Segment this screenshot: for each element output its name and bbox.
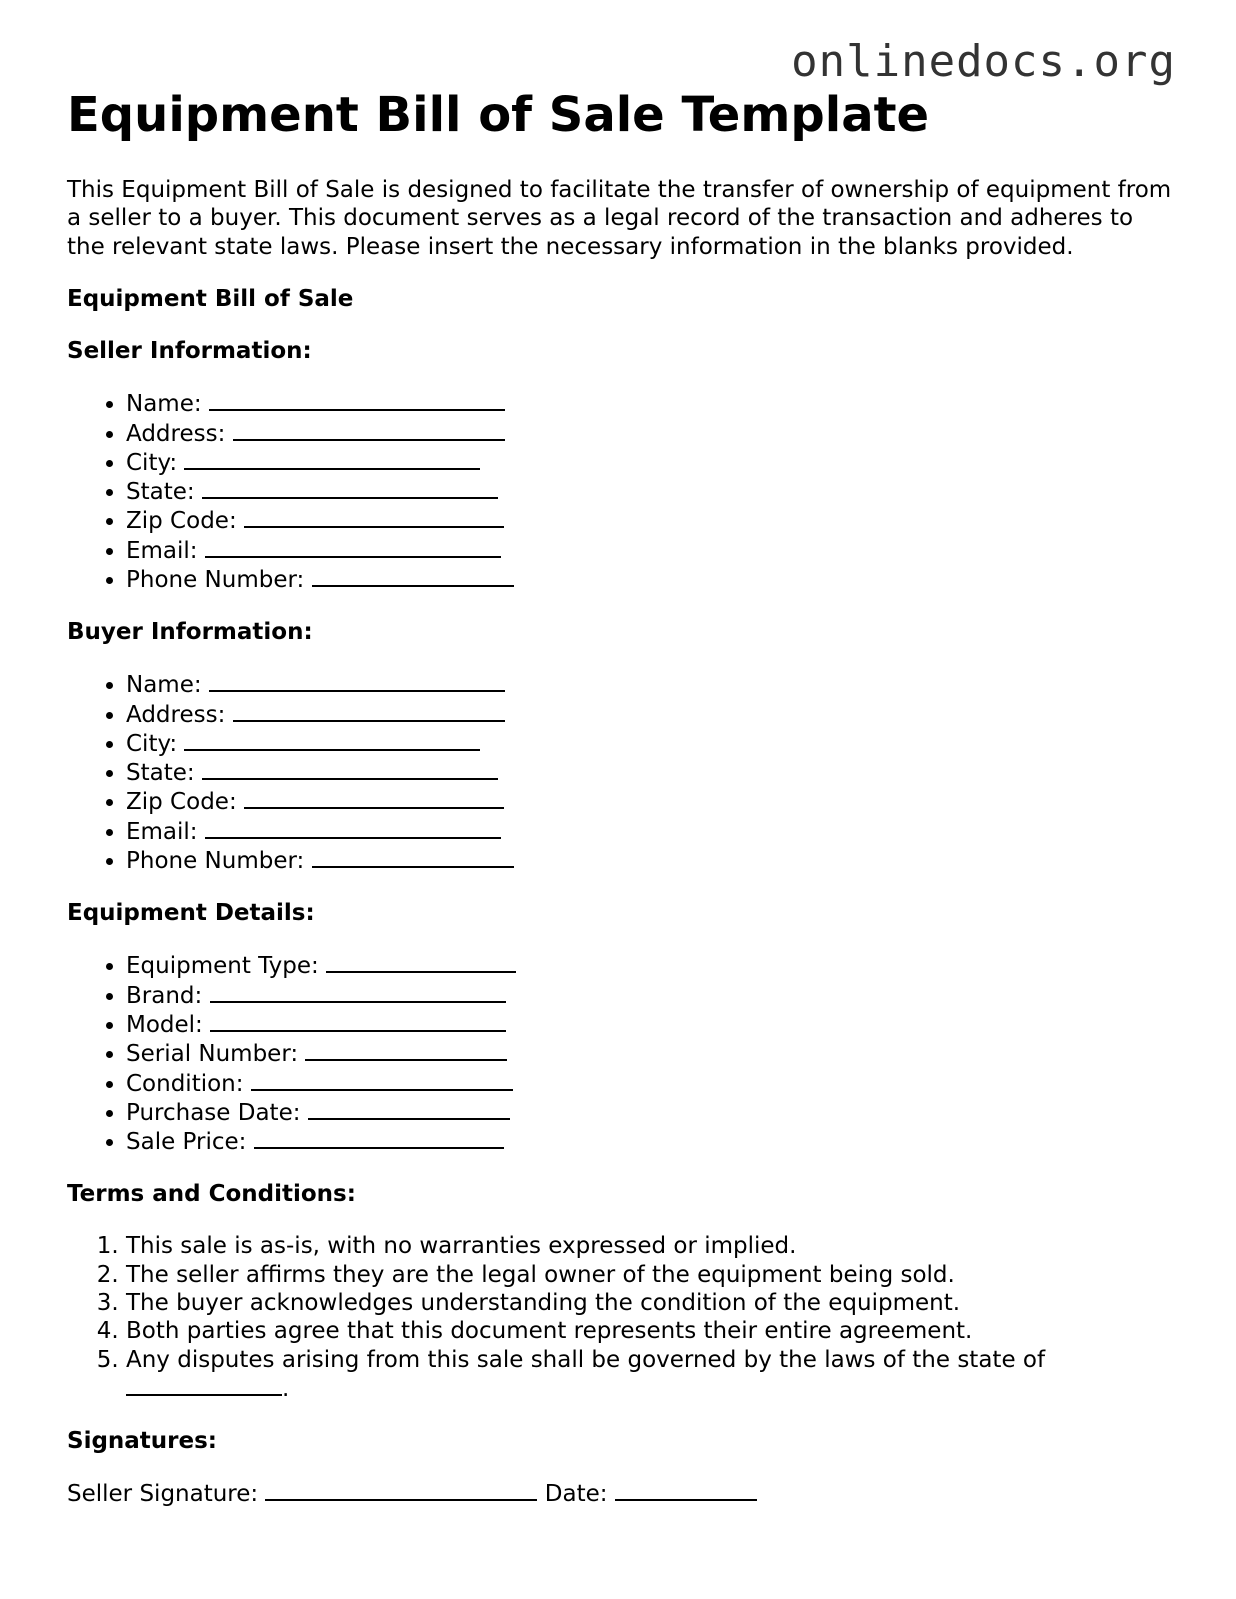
- buyer-heading: Buyer Information:: [67, 619, 313, 646]
- term-item: 1. This sale is as-is, with no warranties expressed or implied.: [126, 1232, 1177, 1260]
- brand-blank[interactable]: [210, 981, 506, 1003]
- name-blank[interactable]: [209, 389, 505, 411]
- equipment-fields-list: [67, 951, 1177, 1156]
- address-blank[interactable]: [233, 700, 505, 722]
- field-label: Zip Code:: [126, 508, 237, 535]
- field-label: Purchase Date:: [126, 1099, 301, 1126]
- buyer-field-address: [126, 700, 1177, 729]
- zip-blank[interactable]: [244, 506, 504, 528]
- equipment-heading: Equipment Details:: [67, 900, 315, 927]
- terms-list: [67, 1232, 1177, 1403]
- seller-field-zip: [126, 506, 1177, 535]
- seller-field-state: [126, 477, 1177, 506]
- city-blank[interactable]: [184, 729, 480, 751]
- serial-number-blank[interactable]: [305, 1039, 507, 1061]
- document-page: [67, 84, 1177, 1508]
- field-label: Name:: [126, 672, 202, 699]
- equipment-field-serial: [126, 1039, 1177, 1068]
- equipment-field-condition: [126, 1069, 1177, 1098]
- condition-blank[interactable]: [251, 1069, 513, 1091]
- buyer-field-name: [126, 670, 1177, 699]
- sale-price-blank[interactable]: [254, 1127, 504, 1149]
- buyer-fields-list: [67, 670, 1177, 875]
- buyer-field-zip: [126, 787, 1177, 816]
- state-law-blank[interactable]: [126, 1374, 282, 1396]
- seller-field-phone: [126, 565, 1177, 594]
- field-label: Zip Code:: [126, 789, 237, 816]
- field-label: City:: [126, 449, 178, 476]
- watermark: onlinedocs.org: [791, 36, 1176, 87]
- seller-signature-line: [67, 1479, 1177, 1508]
- equipment-type-blank[interactable]: [326, 951, 516, 973]
- email-blank[interactable]: [205, 536, 501, 558]
- intro-paragraph: This Equipment Bill of Sale is designed to facilitate the transfer of ownership of equipment from a seller to a buyer. This document serves as a legal record of the transaction and adheres to the relevant state laws. Please insert the necessary information in the blanks provided.: [67, 177, 1172, 260]
- equipment-field-brand: [126, 981, 1177, 1010]
- bill-of-sale-heading: Equipment Bill of Sale: [67, 286, 354, 313]
- date-blank[interactable]: [615, 1479, 757, 1501]
- field-label: Name:: [126, 391, 202, 418]
- address-blank[interactable]: [233, 419, 505, 441]
- field-label: Brand:: [126, 982, 203, 1009]
- buyer-field-phone: [126, 846, 1177, 875]
- buyer-field-email: [126, 817, 1177, 846]
- field-label: City:: [126, 730, 178, 757]
- seller-signature-blank[interactable]: [265, 1479, 537, 1501]
- term-item: [126, 1346, 1177, 1404]
- term-text: Any disputes arising from this sale shall be governed by the laws of the state of: [126, 1346, 1046, 1373]
- buyer-field-city: [126, 729, 1177, 758]
- equipment-field-model: [126, 1010, 1177, 1039]
- term-item: 2. The seller affirms they are the legal owner of the equipment being sold.: [126, 1261, 1177, 1289]
- field-label: Email:: [126, 818, 198, 845]
- field-label: Equipment Type:: [126, 953, 319, 980]
- signatures-heading: Signatures:: [67, 1428, 218, 1455]
- phone-blank[interactable]: [312, 565, 514, 587]
- seller-field-name: [126, 389, 1177, 418]
- model-blank[interactable]: [210, 1010, 506, 1032]
- field-label: Address:: [126, 420, 226, 447]
- seller-fields-list: [67, 389, 1177, 594]
- field-label: State:: [126, 479, 195, 506]
- state-blank[interactable]: [202, 477, 498, 499]
- seller-heading: Seller Information:: [67, 338, 312, 365]
- equipment-field-type: [126, 951, 1177, 980]
- field-label: Model:: [126, 1011, 203, 1038]
- field-label: Serial Number:: [126, 1041, 299, 1068]
- term-suffix: .: [282, 1375, 290, 1402]
- phone-blank[interactable]: [312, 846, 514, 868]
- seller-field-email: [126, 536, 1177, 565]
- field-label: Phone Number:: [126, 567, 305, 593]
- field-label: Phone Number:: [126, 848, 305, 875]
- equipment-field-sale-price: [126, 1127, 1177, 1156]
- document-title: Equipment Bill of Sale Template: [67, 87, 930, 143]
- term-item: 3. The buyer acknowledges understanding the condition of the equipment.: [126, 1289, 1177, 1317]
- field-label: Condition:: [126, 1070, 244, 1097]
- field-label: Address:: [126, 701, 226, 728]
- field-label: Sale Price:: [126, 1129, 247, 1156]
- seller-field-address: [126, 419, 1177, 448]
- email-blank[interactable]: [205, 817, 501, 839]
- buyer-field-state: [126, 758, 1177, 787]
- zip-blank[interactable]: [244, 787, 504, 809]
- date-label: Date:: [544, 1481, 608, 1508]
- equipment-field-purchase-date: [126, 1098, 1177, 1127]
- field-label: Email:: [126, 537, 198, 564]
- field-label: State:: [126, 760, 195, 787]
- state-blank[interactable]: [202, 758, 498, 780]
- terms-heading: Terms and Conditions:: [67, 1181, 356, 1208]
- term-item: 4. Both parties agree that this document represents their entire agreement.: [126, 1317, 1177, 1345]
- seller-field-city: [126, 448, 1177, 477]
- city-blank[interactable]: [184, 448, 480, 470]
- purchase-date-blank[interactable]: [308, 1098, 510, 1120]
- seller-signature-label: Seller Signature:: [67, 1481, 259, 1508]
- name-blank[interactable]: [209, 670, 505, 692]
